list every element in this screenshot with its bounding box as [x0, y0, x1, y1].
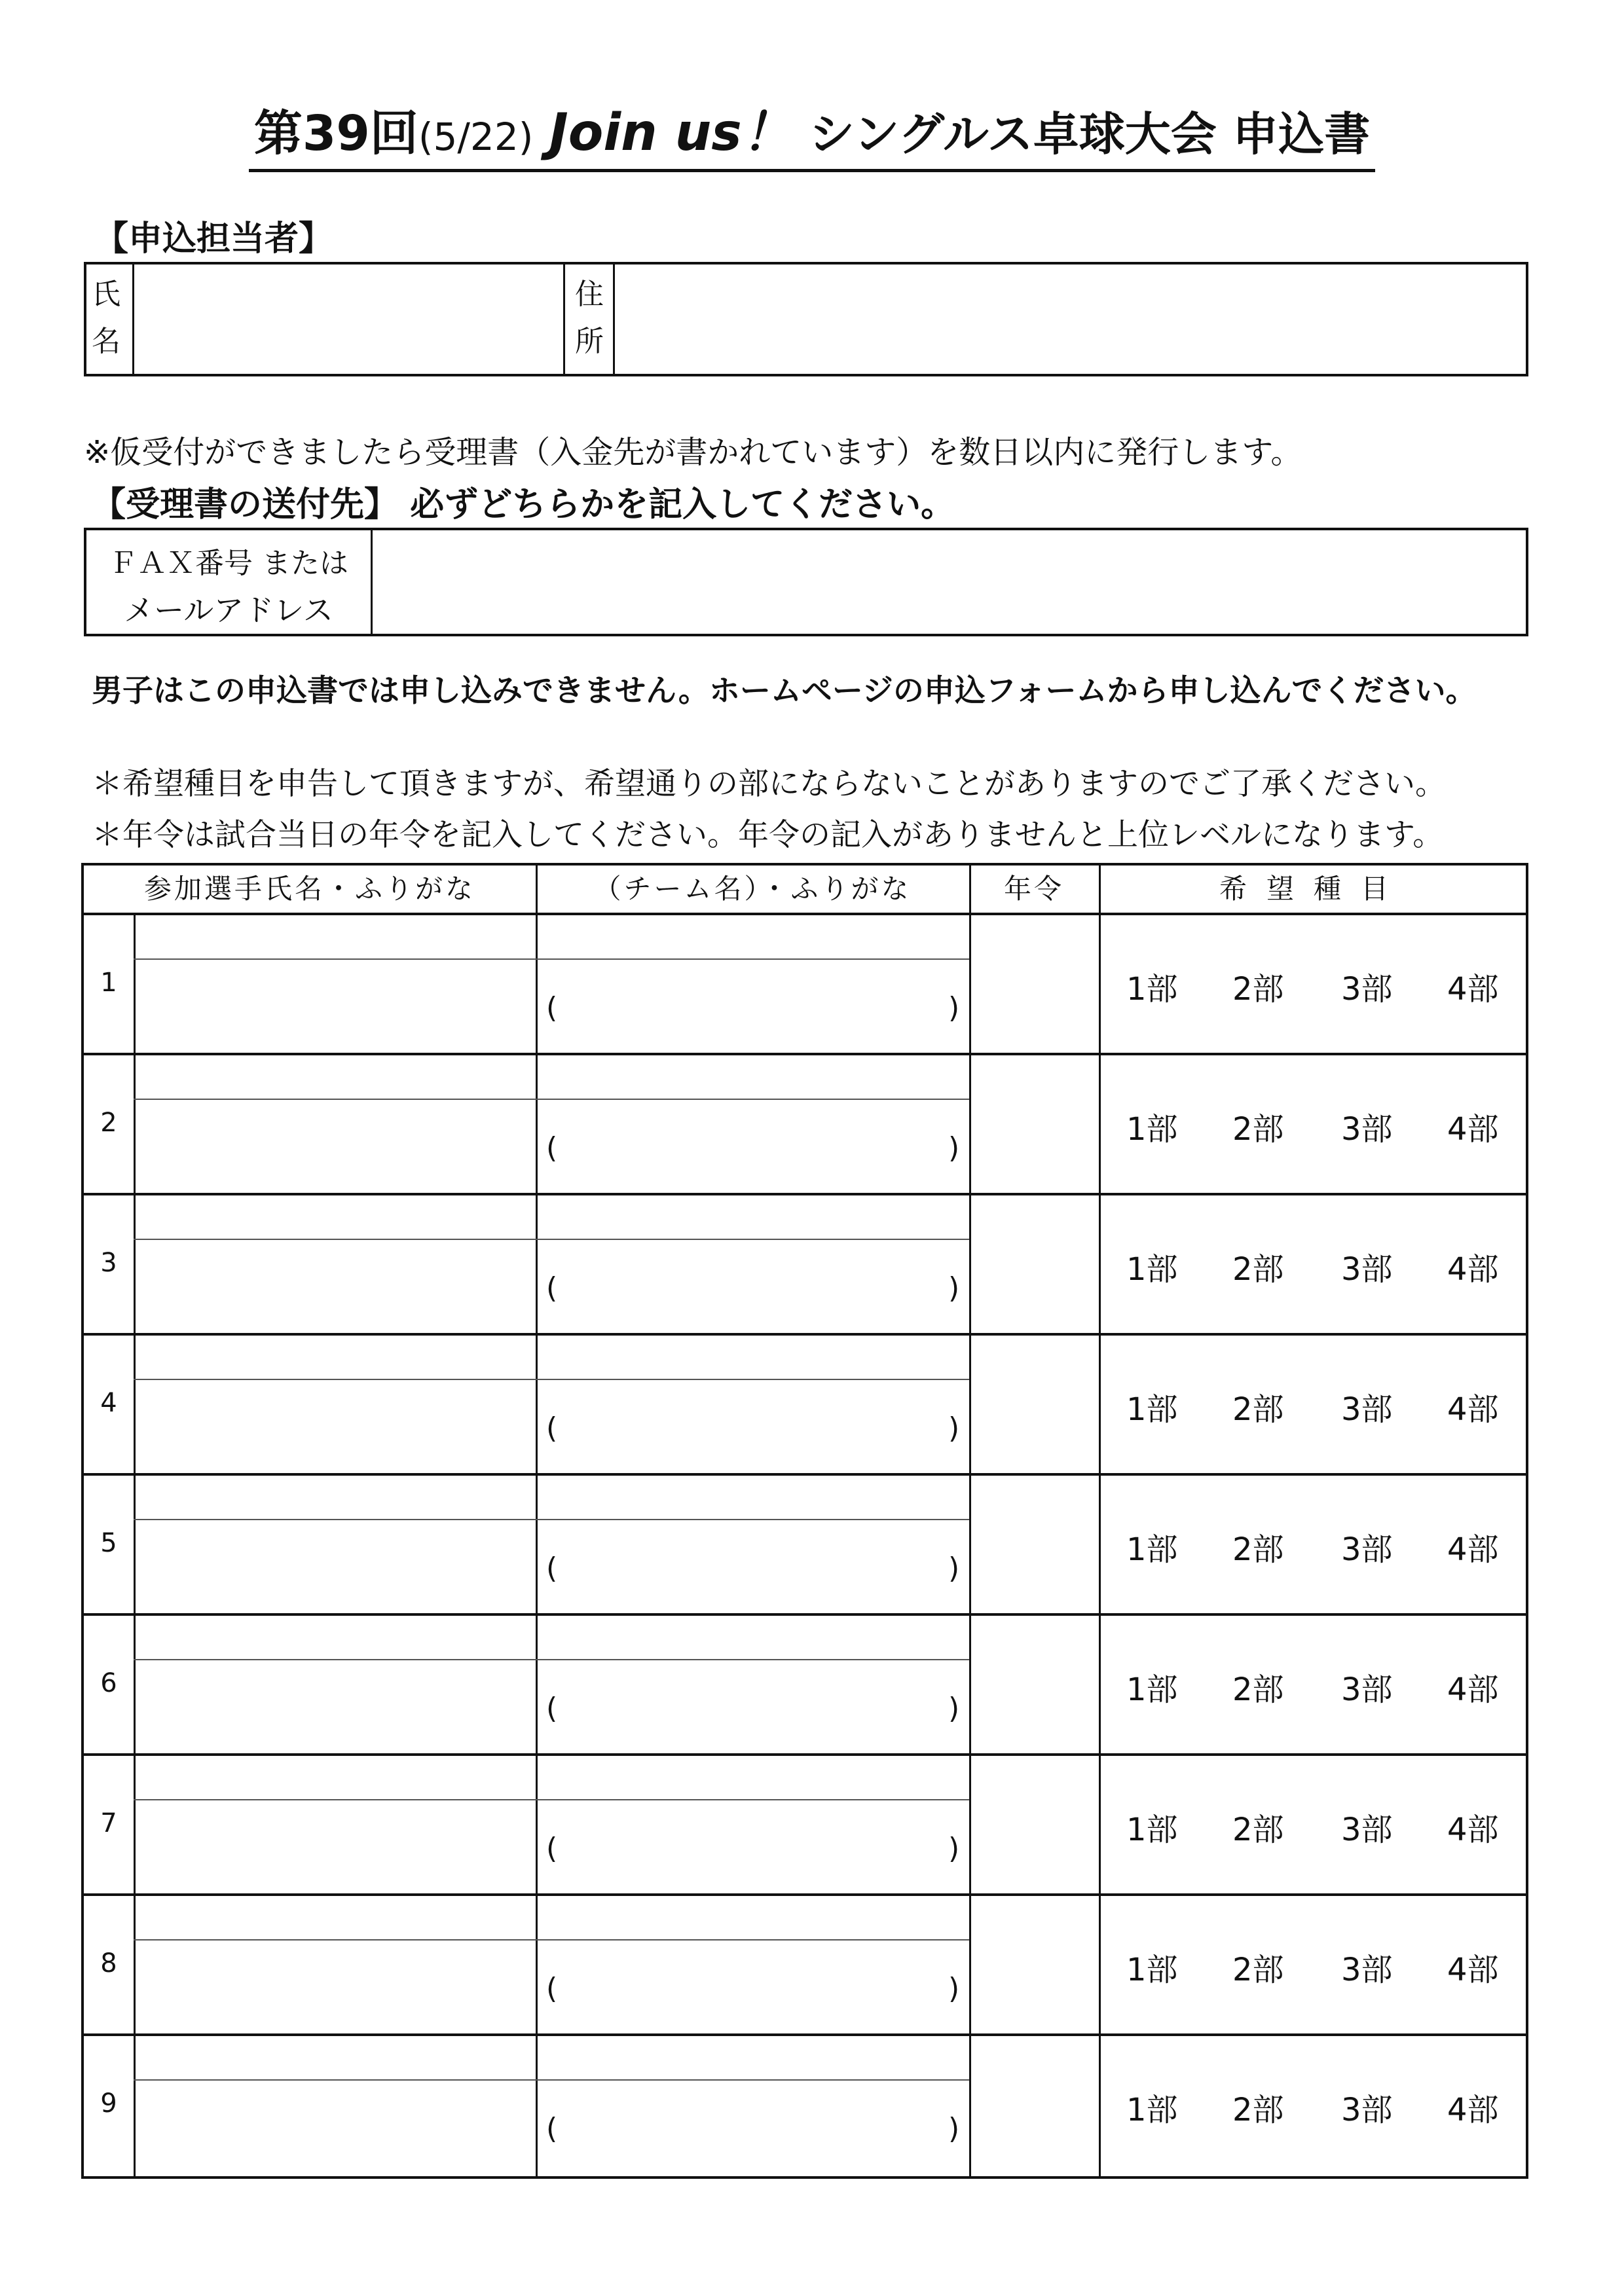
receipt-label-2: メールアドレス — [124, 592, 333, 628]
close-paren: ) — [948, 2112, 960, 2145]
open-paren: ( — [546, 1972, 558, 2005]
category-option-2[interactable]: 2部 — [1232, 971, 1284, 1008]
age-input[interactable] — [972, 1198, 1096, 1330]
category-option-2[interactable]: 2部 — [1232, 1111, 1284, 1148]
receipt-note: ※仮受付ができましたら受理書（入金先が書かれています）を数日以内に発行します。 — [84, 434, 1302, 471]
close-paren: ) — [948, 1131, 960, 1165]
team-name-input[interactable] — [538, 1942, 967, 2031]
address-input[interactable] — [617, 267, 1526, 373]
team-name-input[interactable] — [538, 961, 967, 1050]
team-furigana-input[interactable] — [538, 1478, 967, 1516]
category-option-4[interactable]: 4部 — [1447, 1952, 1499, 1988]
title-join: Join us！ — [549, 103, 793, 162]
player-name-input[interactable] — [136, 1662, 533, 1751]
furigana-divider — [134, 958, 536, 960]
title-suffix: シングルス卓球大会 申込書 — [809, 107, 1371, 161]
entry-row-3 — [84, 1193, 1526, 1333]
entries-table — [81, 863, 1528, 2179]
team-furigana-divider — [536, 1799, 969, 1800]
team-name-input[interactable] — [538, 1381, 967, 1470]
furigana-divider — [134, 1519, 536, 1520]
entry-row-4 — [84, 1333, 1526, 1473]
category-option-3[interactable]: 3部 — [1341, 1251, 1393, 1288]
category-option-3[interactable]: 3部 — [1341, 2092, 1393, 2128]
category-option-2[interactable]: 2部 — [1232, 1812, 1284, 1848]
category-option-4[interactable]: 4部 — [1447, 1531, 1499, 1568]
team-furigana-input[interactable] — [538, 1899, 967, 1937]
category-option-4[interactable]: 4部 — [1447, 2092, 1499, 2128]
furigana-divider — [134, 1799, 536, 1800]
category-option-4[interactable]: 4部 — [1447, 1111, 1499, 1148]
player-name-input[interactable] — [136, 961, 533, 1050]
player-name-input[interactable] — [136, 1522, 533, 1611]
category-option-1[interactable]: 1部 — [1126, 2092, 1178, 2128]
address-label-2: 所 — [575, 325, 604, 358]
furigana-divider — [134, 1239, 536, 1240]
age-input[interactable] — [972, 1618, 1096, 1751]
player-furigana-input[interactable] — [136, 918, 533, 956]
furigana-divider — [134, 1939, 536, 1941]
player-name-input[interactable] — [136, 1802, 533, 1891]
row-number: 3 — [100, 1248, 117, 1278]
header-team-name: （チーム名）・ふりがな — [593, 873, 912, 905]
category-option-3[interactable]: 3部 — [1341, 1671, 1393, 1708]
team-furigana-divider — [536, 2079, 969, 2081]
team-name-input[interactable] — [538, 1101, 967, 1190]
player-furigana-input[interactable] — [136, 1058, 533, 1096]
close-paren: ) — [948, 991, 960, 1025]
team-furigana-input[interactable] — [538, 1338, 967, 1376]
player-furigana-input[interactable] — [136, 1618, 533, 1656]
entry-row-1 — [84, 913, 1526, 1053]
furigana-divider — [134, 2079, 536, 2081]
category-option-2[interactable]: 2部 — [1232, 1251, 1284, 1288]
row-number: 6 — [100, 1668, 117, 1698]
close-paren: ) — [948, 1832, 960, 1865]
team-name-input[interactable] — [538, 1522, 967, 1611]
age-input[interactable] — [972, 1758, 1096, 1891]
row-number: 9 — [100, 2088, 117, 2119]
team-furigana-input[interactable] — [538, 1618, 967, 1656]
page-title — [0, 92, 1624, 172]
category-option-1[interactable]: 1部 — [1126, 1251, 1178, 1288]
receipt-box — [84, 528, 1528, 636]
entry-row-9 — [84, 2033, 1526, 2174]
team-furigana-divider — [536, 1099, 969, 1100]
team-name-input[interactable] — [538, 1802, 967, 1891]
entry-row-5 — [84, 1473, 1526, 1613]
team-furigana-divider — [536, 1379, 969, 1380]
close-paren: ) — [948, 1972, 960, 2005]
open-paren: ( — [546, 991, 558, 1025]
player-furigana-input[interactable] — [136, 1198, 533, 1236]
fax-email-input[interactable] — [375, 533, 1527, 634]
applicant-heading: 【申込担当者】 — [94, 219, 333, 259]
team-name-input[interactable] — [538, 1662, 967, 1751]
team-furigana-input[interactable] — [538, 1058, 967, 1096]
player-furigana-input[interactable] — [136, 1899, 533, 1937]
team-furigana-input[interactable] — [538, 2039, 967, 2077]
player-name-input[interactable] — [136, 1942, 533, 2031]
applicant-box — [84, 262, 1528, 376]
category-option-2[interactable]: 2部 — [1232, 1671, 1284, 1708]
category-option-2[interactable]: 2部 — [1232, 1391, 1284, 1428]
age-input[interactable] — [972, 1058, 1096, 1190]
age-input[interactable] — [972, 2039, 1096, 2171]
open-paren: ( — [546, 1832, 558, 1865]
team-furigana-divider — [536, 1939, 969, 1941]
category-option-2[interactable]: 2部 — [1232, 1531, 1284, 1568]
close-paren: ) — [948, 1692, 960, 1725]
header-category: 希望種目 — [1219, 873, 1408, 905]
receipt-label-1: ＦＡＸ番号 または — [109, 547, 348, 580]
receipt-heading: 【受理書の送付先】 必ずどちらかを記入してください。 — [92, 485, 955, 524]
category-option-1[interactable]: 1部 — [1126, 1391, 1178, 1428]
note-2: ＊年令は試合当日の年令を記入してください。年令の記入がありませんと上位レベルになります。 — [92, 817, 1444, 853]
age-input[interactable] — [972, 1478, 1096, 1611]
header-age: 年令 — [1003, 873, 1064, 905]
team-furigana-input[interactable] — [538, 1758, 967, 1796]
furigana-divider — [134, 1379, 536, 1380]
category-option-3[interactable]: 3部 — [1341, 1812, 1393, 1848]
player-name-input[interactable] — [136, 1241, 533, 1330]
player-name-input[interactable] — [136, 2082, 533, 2171]
category-option-2[interactable]: 2部 — [1232, 1952, 1284, 1988]
open-paren: ( — [546, 2112, 558, 2145]
title-prefix: 第39回 — [253, 105, 418, 162]
category-option-1[interactable]: 1部 — [1126, 1812, 1178, 1848]
team-furigana-divider — [536, 1659, 969, 1660]
category-option-3[interactable]: 3部 — [1341, 1111, 1393, 1148]
age-input[interactable] — [972, 1899, 1096, 2031]
close-paren: ) — [948, 1412, 960, 1445]
furigana-divider — [134, 1659, 536, 1660]
team-furigana-divider — [536, 1239, 969, 1240]
close-paren: ) — [948, 1271, 960, 1305]
row-number: 7 — [100, 1808, 117, 1838]
team-furigana-input[interactable] — [538, 1198, 967, 1236]
player-furigana-input[interactable] — [136, 1338, 533, 1376]
player-furigana-input[interactable] — [136, 1478, 533, 1516]
team-furigana-divider — [536, 1519, 969, 1520]
player-furigana-input[interactable] — [136, 1758, 533, 1796]
category-option-4[interactable]: 4部 — [1447, 1671, 1499, 1708]
furigana-divider — [134, 1099, 536, 1100]
category-option-1[interactable]: 1部 — [1126, 1531, 1178, 1568]
player-furigana-input[interactable] — [136, 2039, 533, 2077]
open-paren: ( — [546, 1131, 558, 1165]
category-option-3[interactable]: 3部 — [1341, 1391, 1393, 1428]
category-option-4[interactable]: 4部 — [1447, 1251, 1499, 1288]
team-name-input[interactable] — [538, 1241, 967, 1330]
team-name-input[interactable] — [538, 2082, 967, 2171]
player-name-input[interactable] — [136, 1101, 533, 1190]
team-furigana-input[interactable] — [538, 918, 967, 956]
address-label-1: 住 — [575, 278, 604, 311]
entry-row-6 — [84, 1613, 1526, 1753]
male-notice: 男子はこの申込書では申し込みできません。ホームページの申込フォームから申し込んでください。 — [92, 673, 1477, 709]
category-option-4[interactable]: 4部 — [1447, 1812, 1499, 1848]
open-paren: ( — [546, 1412, 558, 1445]
category-option-1[interactable]: 1部 — [1126, 1671, 1178, 1708]
name-label-1: 氏 — [92, 278, 120, 311]
category-option-1[interactable]: 1部 — [1126, 1952, 1178, 1988]
row-number: 1 — [100, 968, 117, 998]
entry-row-2 — [84, 1053, 1526, 1193]
category-option-3[interactable]: 3部 — [1341, 971, 1393, 1008]
name-label-2: 名 — [92, 325, 120, 358]
category-option-3[interactable]: 3部 — [1341, 1952, 1393, 1988]
row-number: 4 — [100, 1388, 117, 1418]
header-player-name: 参加選手氏名・ふりがな — [143, 873, 475, 905]
entry-row-8 — [84, 1893, 1526, 2033]
name-input[interactable] — [136, 267, 561, 373]
category-option-4[interactable]: 4部 — [1447, 1391, 1499, 1428]
category-option-1[interactable]: 1部 — [1126, 1111, 1178, 1148]
row-number: 5 — [100, 1528, 117, 1558]
open-paren: ( — [546, 1271, 558, 1305]
open-paren: ( — [546, 1552, 558, 1585]
note-1: ＊希望種目を申告して頂きますが、希望通りの部にならないことがありますのでご了承ください。 — [92, 766, 1446, 802]
row-number: 2 — [100, 1108, 117, 1138]
category-option-1[interactable]: 1部 — [1126, 971, 1178, 1008]
title-date: (5/22) — [418, 115, 534, 159]
category-option-2[interactable]: 2部 — [1232, 2092, 1284, 2128]
player-name-input[interactable] — [136, 1381, 533, 1470]
category-option-4[interactable]: 4部 — [1447, 971, 1499, 1008]
close-paren: ) — [948, 1552, 960, 1585]
category-option-3[interactable]: 3部 — [1341, 1531, 1393, 1568]
age-input[interactable] — [972, 918, 1096, 1050]
team-furigana-divider — [536, 958, 969, 960]
entry-row-7 — [84, 1753, 1526, 1893]
open-paren: ( — [546, 1692, 558, 1725]
row-number: 8 — [100, 1948, 117, 1978]
age-input[interactable] — [972, 1338, 1096, 1470]
